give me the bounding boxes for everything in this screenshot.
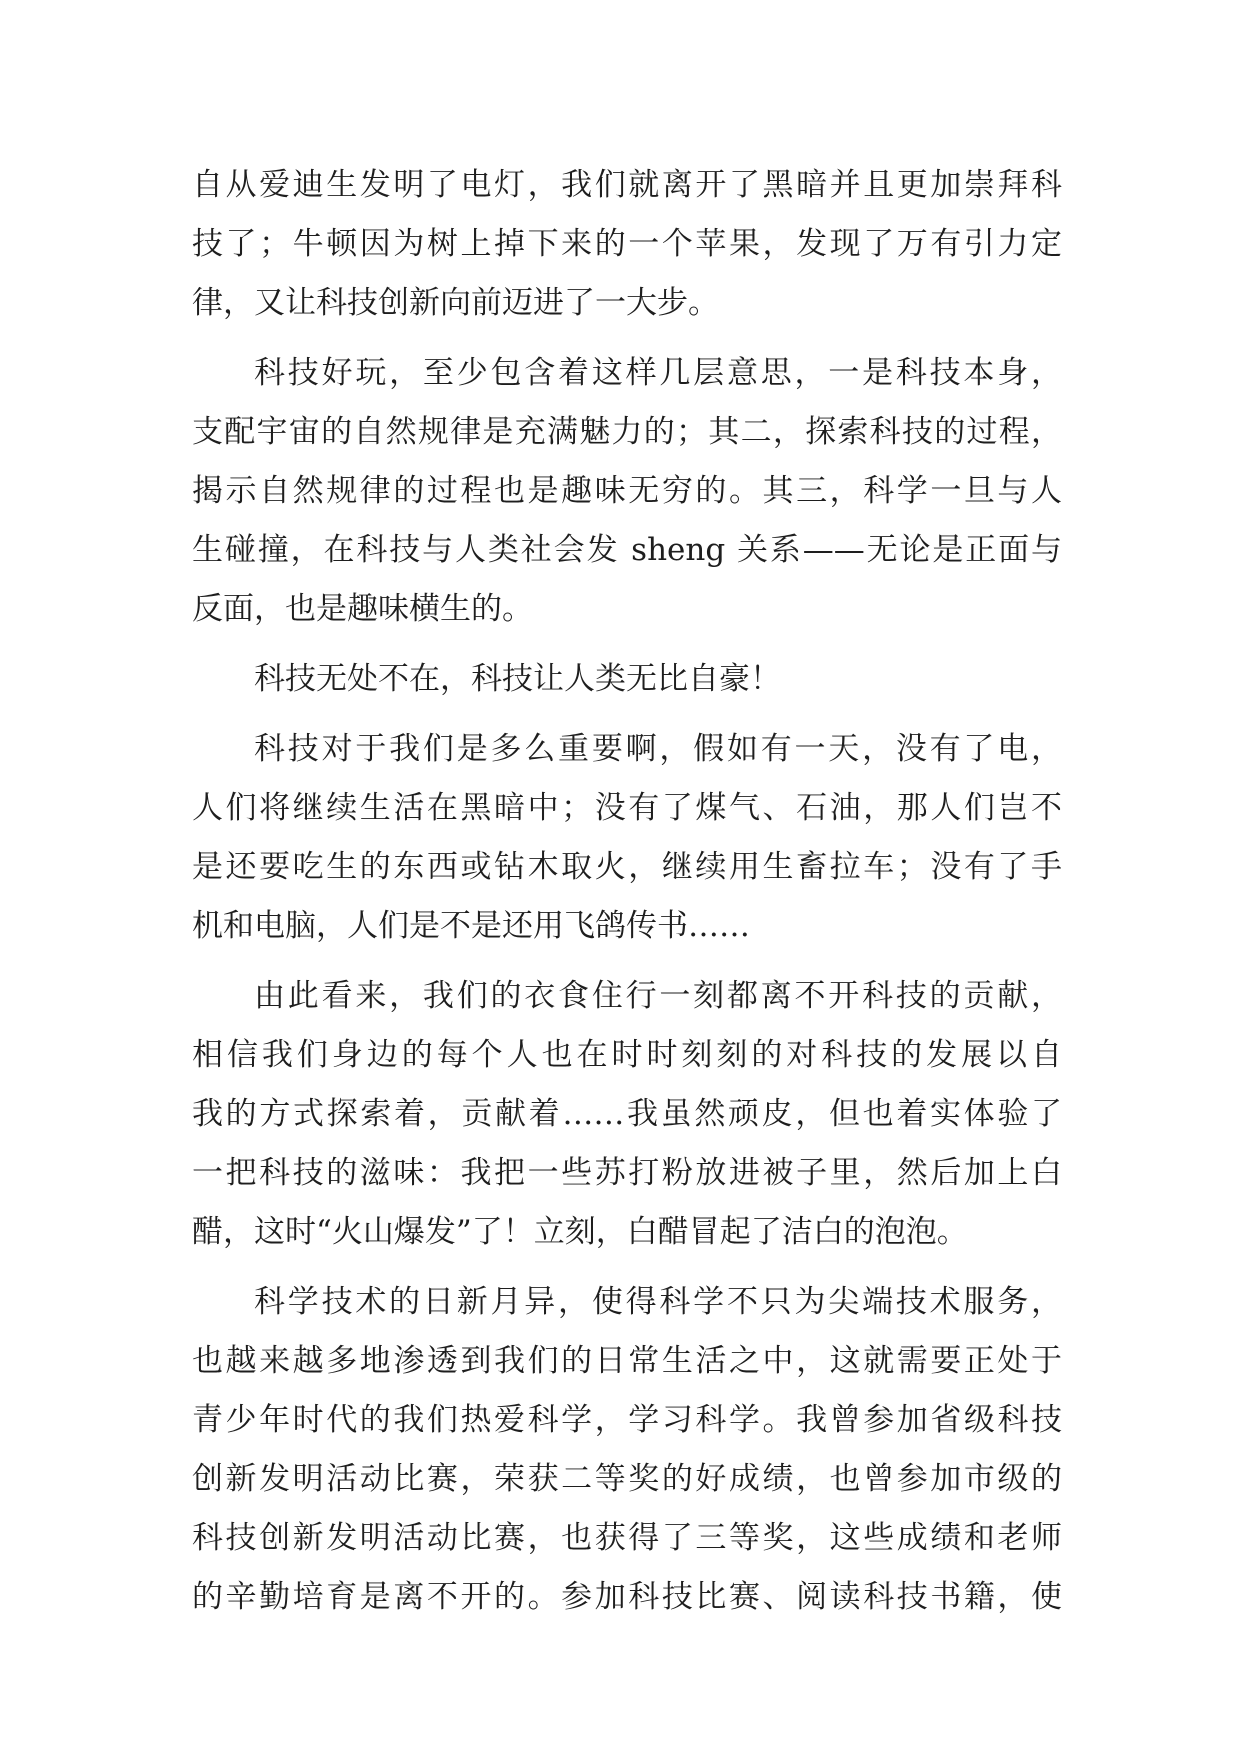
- paragraph: [192, 720, 1062, 956]
- paragraph: [192, 967, 1062, 1262]
- paragraph: [192, 650, 1062, 709]
- text-line: 创新发明活动比赛，荣获二等奖的好成绩，也曾参加市级的: [192, 1461, 1062, 1497]
- text-line: 支配宇宙的自然规律是充满魅力的；其二，探索科技的过程，: [192, 414, 1062, 450]
- paragraph: [192, 344, 1062, 639]
- text-line: 也越来越多地渗透到我们的日常生活之中，这就需要正处于: [192, 1343, 1062, 1379]
- paragraph: [192, 156, 1062, 333]
- text-line: 科技对于我们是多么重要啊，假如有一天，没有了电，: [254, 731, 1062, 767]
- text-line: 一把科技的滋味：我把一些苏打粉放进被子里，然后加上白: [192, 1155, 1062, 1191]
- text-line: 科技无处不在，科技让人类无比自豪！: [254, 661, 781, 697]
- text-line: 科技好玩，至少包含着这样几层意思，一是科技本身，: [254, 355, 1062, 391]
- text-line: 生碰撞，在科技与人类社会发 sheng 关系——无论是正面与: [192, 532, 1062, 568]
- text-line: 醋，这时“火山爆发”了！立刻，白醋冒起了洁白的泡泡。: [192, 1214, 968, 1250]
- text-line: 科技创新发明活动比赛，也获得了三等奖，这些成绩和老师: [192, 1520, 1062, 1556]
- text-line: 自从爱迪生发明了电灯，我们就离开了黑暗并且更加崇拜科: [192, 167, 1062, 203]
- text-line: 的辛勤培育是离不开的。参加科技比赛、阅读科技书籍，使: [192, 1579, 1062, 1615]
- text-line: 反面，也是趣味横生的。: [192, 591, 533, 627]
- text-line: 由此看来，我们的衣食住行一刻都离不开科技的贡献，: [254, 978, 1062, 1014]
- text-line: 律，又让科技创新向前迈进了一大步。: [192, 285, 719, 321]
- text-line: 是还要吃生的东西或钻木取火，继续用生畜拉车；没有了手: [192, 849, 1062, 885]
- text-line: 青少年时代的我们热爱科学，学习科学。我曾参加省级科技: [192, 1402, 1062, 1438]
- text-line: 揭示自然规律的过程也是趣味无穷的。其三，科学一旦与人: [192, 473, 1062, 509]
- text-line: 相信我们身边的每个人也在时时刻刻的对科技的发展以自: [192, 1037, 1062, 1073]
- document-body: [192, 156, 1062, 1627]
- text-line: 技了；牛顿因为树上掉下来的一个苹果，发现了万有引力定: [192, 226, 1062, 262]
- text-line: 机和电脑，人们是不是还用飞鸽传书……: [192, 908, 750, 944]
- text-line: 人们将继续生活在黑暗中；没有了煤气、石油，那人们岂不: [192, 790, 1062, 826]
- paragraph: [192, 1273, 1062, 1627]
- text-line: 我的方式探索着，贡献着……我虽然顽皮，但也着实体验了: [192, 1096, 1062, 1132]
- text-line: 科学技术的日新月异，使得科学不只为尖端技术服务，: [254, 1284, 1062, 1320]
